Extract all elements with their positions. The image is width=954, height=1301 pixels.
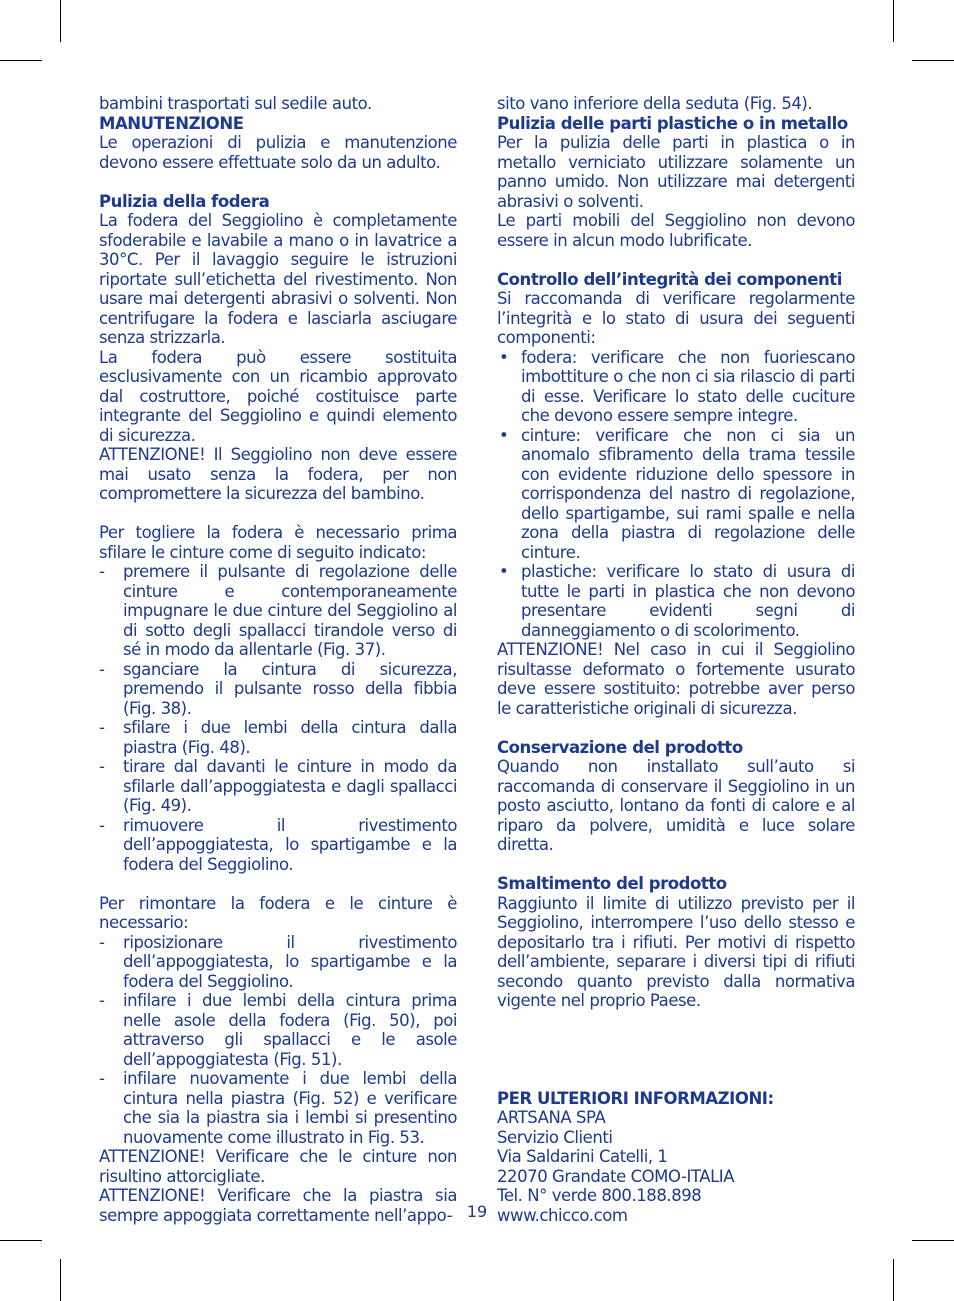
list-item: - riposizionare il rivestimento dell’appoggiatesta, lo spartigambe e la fodera del Seggiolino. bbox=[99, 933, 457, 992]
rimontare-steps-list bbox=[99, 933, 457, 1148]
crop-mark bbox=[0, 1240, 42, 1241]
page-number: 19 bbox=[466, 1202, 488, 1221]
paragraph-togliere-fodera: Per togliere la fodera è necessario prima sfilare le cinture come di seguito indicato: bbox=[99, 523, 457, 562]
crop-mark bbox=[0, 60, 42, 61]
intro-text: bambini trasportati sul sedile auto. bbox=[99, 94, 372, 113]
heading-smaltimento: Smaltimento del prodotto bbox=[497, 874, 727, 893]
paragraph-conservazione: Quando non installato sull’auto si raccomanda di conservare il Seggiolino in un posto asciutto, lontano da fonti di calore e al riparo da polvere, umidità e luce solare diretta. bbox=[497, 757, 855, 854]
paragraph-plastiche-lubrificazione: Le parti mobili del Seggiolino non devono essere in alcun modo lubrificate. bbox=[497, 211, 855, 250]
paragraph-manutenzione: Le operazioni di pulizia e manutenzione devono essere effettuate solo da un adulto. bbox=[99, 133, 457, 172]
paragraph-rimontare-fodera: Per rimontare la fodera e le cinture è necessario: bbox=[99, 893, 457, 932]
contact-website[interactable]: www.chicco.com bbox=[497, 1205, 628, 1225]
heading-pulizia-plastiche: Pulizia delle parti plastiche o in metallo bbox=[497, 113, 848, 133]
paragraph-attenzione-piastra: ATTENZIONE! Verificare che la piastra sia sempre appoggiata correttamente nell’appo- bbox=[99, 1186, 457, 1225]
list-item: • cinture: verificare che non ci sia un anomalo sfibramento della trama tessile con evidente riduzione dello spessore in corrispondenza del nastro di regolazione, dello spartigambe, sui rami spalle e nella zona della piastra di regolazione delle cinture. bbox=[497, 426, 855, 563]
crop-mark bbox=[912, 60, 954, 61]
heading-ulteriori-informazioni: PER ULTERIORI INFORMAZIONI: bbox=[497, 1088, 774, 1108]
crop-mark bbox=[60, 0, 61, 42]
list-item: - rimuovere il rivestimento dell’appoggiatesta, lo spartigambe e la fodera del Seggiolino. bbox=[99, 816, 457, 875]
contact-service: Servizio Clienti bbox=[497, 1127, 613, 1147]
controllo-items-list bbox=[497, 348, 855, 641]
list-item: - infilare i due lembi della cintura prima nelle asole della fodera (Fig. 50), poi attraverso gli spallacci e le asole dell’appoggiatesta (Fig. 51). bbox=[99, 991, 457, 1069]
list-item: - premere il pulsante di regolazione delle cinture e contemporaneamente impugnare le due cinture del Seggiolino al di sotto degli spallacci tirandole verso di sé in modo da allentarle (Fig. 37). bbox=[99, 562, 457, 660]
paragraph-fodera-sostituzione: La fodera può essere sostituita esclusivamente con un ricambio approvato dal costruttore, poiché costituisce parte integrante del Seggiolino e quindi elemento di sicurezza. bbox=[99, 347, 457, 445]
paragraph-fodera-attenzione: ATTENZIONE! Il Seggiolino non deve essere mai usato senza la fodera, per non compromettere la sicurezza del bambino. bbox=[99, 445, 457, 503]
togliere-steps-list bbox=[99, 562, 457, 874]
paragraph-smaltimento: Raggiunto il limite di utilizzo previsto per il Seggiolino, interrompere l’uso dello stesso e depositarlo tra i rifiuti. Per motivi di rispetto dell’ambiente, separare i diversi tipi di rifiuti secondo quanto previsto dalla normativa vigente nel proprio Paese. bbox=[497, 893, 855, 1010]
right-column bbox=[497, 94, 855, 1225]
paragraph-controllo: Si raccomanda di verificare regolarmente l’integrità e lo stato di usura dei seguenti componenti: bbox=[497, 289, 855, 347]
crop-mark bbox=[893, 0, 894, 42]
list-item: • fodera: verificare che non fuoriescano imbottiture o che non ci sia rilascio di parti di esse. Verificare lo stato delle cuciture che devono essere sempre integre. bbox=[497, 348, 855, 426]
heading-conservazione: Conservazione del prodotto bbox=[497, 737, 743, 757]
paragraph-attenzione-cinture: ATTENZIONE! Verificare che le cinture non risultino attorcigliate. bbox=[99, 1147, 457, 1186]
list-item: - sganciare la cintura di sicurezza, premendo il pulsante rosso della fibbia (Fig. 38). bbox=[99, 660, 457, 719]
contact-phone: Tel. N° verde 800.188.898 bbox=[497, 1186, 702, 1205]
list-item: • plastiche: verificare lo stato di usura di tutte le parti in plastica che non devono presentare evidenti segni di danneggiamento o di scolorimento. bbox=[497, 562, 855, 640]
crop-mark bbox=[893, 1259, 894, 1301]
paragraph-fodera-lavaggio: La fodera del Seggiolino è completamente sfoderabile e lavabile a mano o in lavatrice a 30°C. Per il lavaggio seguire le istruzioni riportate sull’etichetta del rivestimento. Non usare mai detergenti abrasivi o solventi. Non centrifugare la fodera e lasciarla asciugare senza strizzarla. bbox=[99, 211, 457, 347]
list-item: - tirare dal davanti le cinture in modo da sfilarle dall’appoggiatesta e dagli spallacci (Fig. 49). bbox=[99, 757, 457, 816]
crop-mark bbox=[60, 1259, 61, 1301]
list-item: - sfilare i due lembi della cintura dalla piastra (Fig. 48). bbox=[99, 718, 457, 757]
heading-controllo-integrita: Controllo dell’integrità dei componenti bbox=[497, 269, 842, 289]
left-column bbox=[99, 94, 457, 1225]
list-item: - infilare nuovamente i due lembi della cintura nella piastra (Fig. 52) e verificare che sia la piastra sia i lembi si presentino nuovamente come illustrato in Fig. 53. bbox=[99, 1069, 457, 1147]
paragraph-attenzione-sostituzione: ATTENZIONE! Nel caso in cui il Seggiolino risultasse deformato o fortemente usurato deve essere sostituito: potrebbe aver perso le caratteristiche originali di sicurezza. bbox=[497, 640, 855, 718]
heading-manutenzione: MANUTENZIONE bbox=[99, 113, 244, 133]
continued-text: sito vano inferiore della seduta (Fig. 54). bbox=[497, 94, 813, 113]
contact-address: Via Saldarini Catelli, 1 bbox=[497, 1147, 668, 1166]
contact-company: ARTSANA SPA bbox=[497, 1108, 606, 1127]
contact-city: 22070 Grandate COMO-ITALIA bbox=[497, 1166, 735, 1186]
heading-pulizia-fodera: Pulizia della fodera bbox=[99, 191, 270, 211]
paragraph-plastiche-pulizia: Per la pulizia delle parti in plastica o in metallo verniciato utilizzare solamente un panno umido. Non utilizzare mai detergenti abrasivi o solventi. bbox=[497, 133, 855, 211]
crop-mark bbox=[912, 1240, 954, 1241]
